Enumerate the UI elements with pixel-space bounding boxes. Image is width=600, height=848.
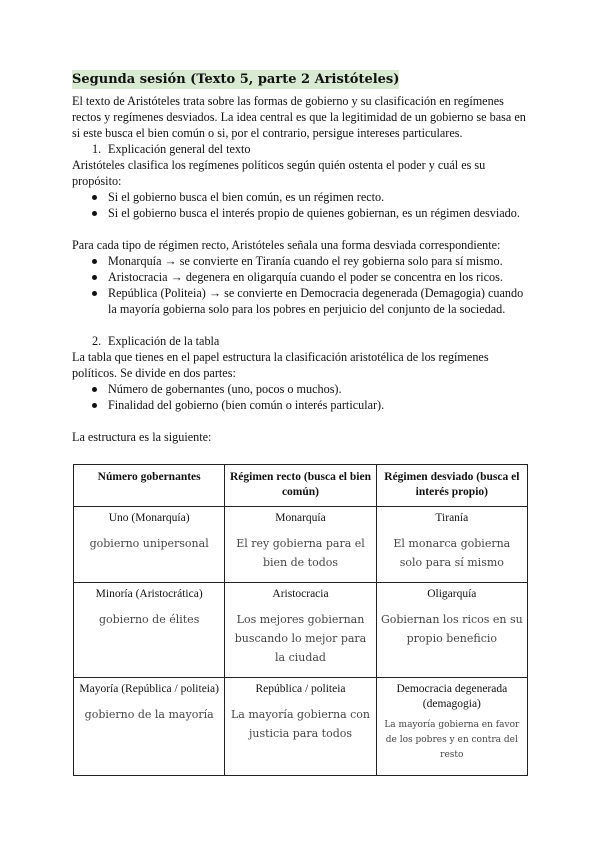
table-cell: República / politeia La mayoría gobierna con justicia para todos bbox=[225, 678, 376, 776]
table-cell: Democracia degenerada (demagogia) La mayoría gobierna en favor de los pobres y en contra del resto bbox=[376, 678, 527, 776]
column-header: Régimen recto (busca el bien común) bbox=[225, 465, 376, 507]
list-item: Si el gobierno busca el interés propio de quienes gobiernan, es un régimen desviado. bbox=[72, 205, 532, 221]
bullet-list bbox=[72, 381, 532, 413]
list-item: Aristocracia → degenera en oligarquía cuando el poder se concentra en los ricos. bbox=[72, 269, 532, 285]
table-row bbox=[74, 583, 528, 678]
table-cell: Tiranía El monarca gobierna solo para sí mismo bbox=[376, 507, 527, 583]
list-item: República (Politeia) → se convierte en Democracia degenerada (Demagogia) cuando la mayoría gobierna solo para los pobres en perjuicio del conjunto de la sociedad. bbox=[72, 285, 532, 317]
table-cell: Mayoría (República / politeia) gobierno de la mayoría bbox=[74, 678, 225, 776]
list-item: Monarquía → se convierte en Tiranía cuando el rey gobierna solo para sí mismo. bbox=[72, 253, 532, 269]
section-heading-1: 1. Explicación general del texto bbox=[92, 142, 251, 156]
list-item: Finalidad del gobierno (bien común o interés particular). bbox=[72, 397, 532, 413]
paragraph: Aristóteles clasifica los regímenes políticos según quién ostenta el poder y cuál es su propósito: bbox=[72, 158, 486, 188]
table-cell: Minoría (Aristocrática) gobierno de élites bbox=[74, 583, 225, 678]
column-header: Número gobernantes bbox=[74, 465, 225, 507]
table-row bbox=[74, 678, 528, 776]
paragraph: Para cada tipo de régimen recto, Aristóteles señala una forma desviada correspondiente: bbox=[72, 238, 501, 252]
table-cell: Oligarquía Gobiernan los ricos en su propio beneficio bbox=[376, 583, 527, 678]
bullet-list bbox=[72, 189, 532, 221]
table-cell: Aristocracia Los mejores gobiernan buscando lo mejor para la ciudad bbox=[225, 583, 376, 678]
column-header: Régimen desviado (busca el interés propio) bbox=[376, 465, 527, 507]
regimes-table bbox=[73, 464, 528, 776]
bullet-list bbox=[72, 253, 532, 317]
document-body bbox=[72, 70, 532, 445]
table-row bbox=[74, 507, 528, 583]
paragraph: La estructura es la siguiente: bbox=[72, 430, 212, 444]
list-item: Número de gobernantes (uno, pocos o muchos). bbox=[72, 381, 532, 397]
paragraph: La tabla que tienes en el papel estructura la clasificación aristotélica de los regímenes políticos. Se divide en dos partes: bbox=[72, 350, 489, 380]
page-title: Segunda sesión (Texto 5, parte 2 Aristóteles) bbox=[72, 72, 400, 87]
list-item: Si el gobierno busca el bien común, es un régimen recto. bbox=[72, 189, 532, 205]
table-cell: Uno (Monarquía) gobierno unipersonal bbox=[74, 507, 225, 583]
table-cell: Monarquía El rey gobierna para el bien de todos bbox=[225, 507, 376, 583]
table-header-row bbox=[74, 465, 528, 507]
intro-paragraph: El texto de Aristóteles trata sobre las formas de gobierno y su clasificación en regímenes rectos y regímenes desviados. La idea central es que la legitimidad de un gobierno se basa en si este busca el bien común o si, por el contrario, persigue intereses particulares. bbox=[72, 94, 526, 140]
section-heading-2: 2. Explicación de la tabla bbox=[92, 334, 220, 348]
